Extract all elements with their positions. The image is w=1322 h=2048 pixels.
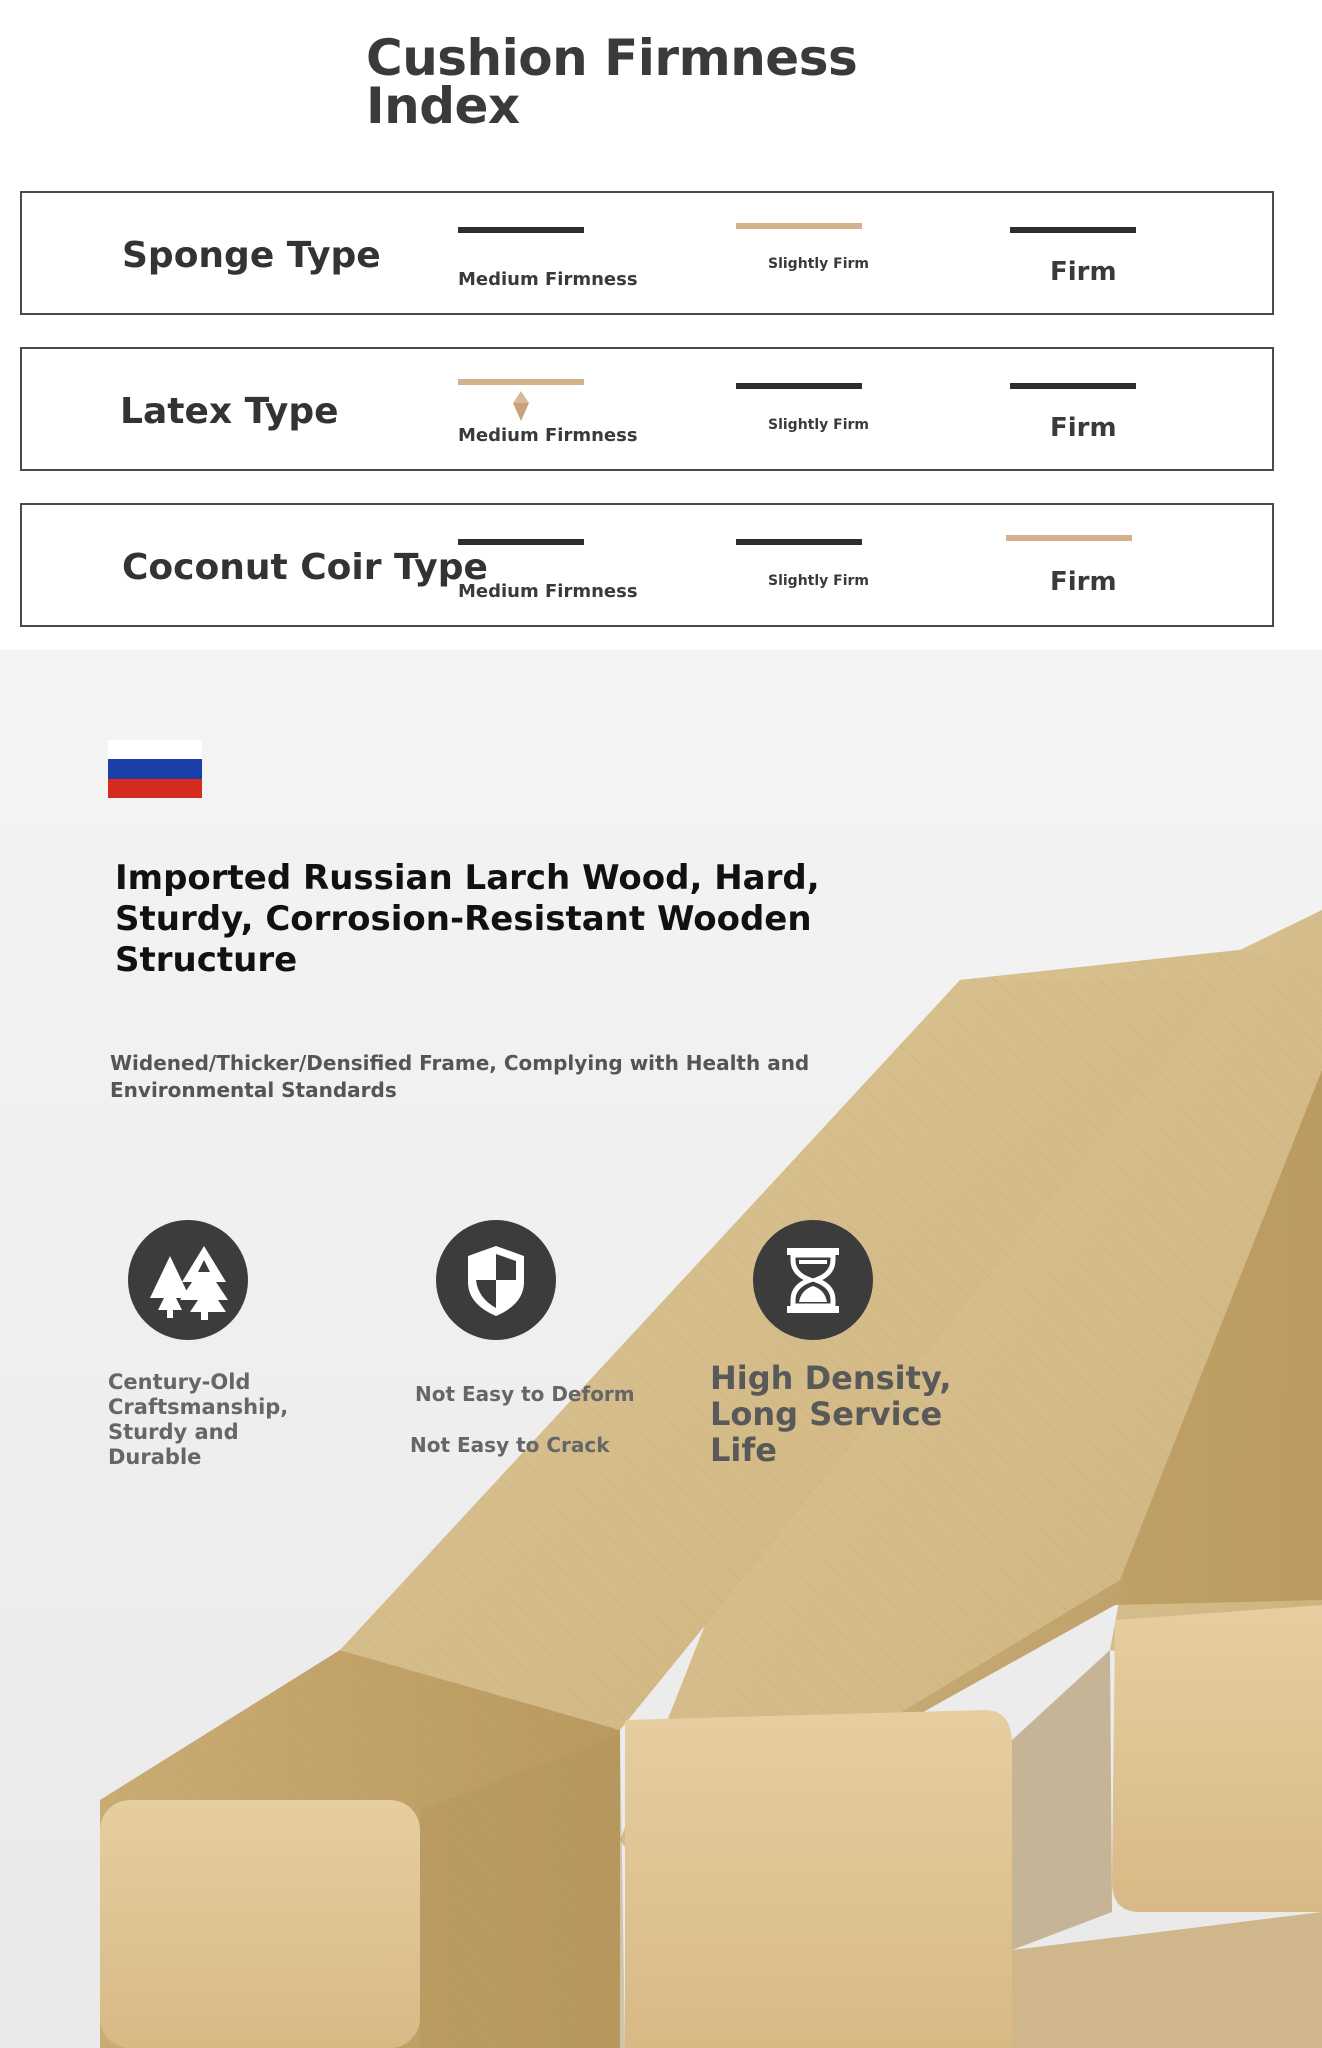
wood-section <box>0 650 1322 2048</box>
row-label: Coconut Coir Type <box>122 547 488 588</box>
level-label: Medium Firmness <box>458 269 638 290</box>
level-bar-selected <box>458 379 584 385</box>
pointer-icon-base <box>513 403 529 421</box>
firmness-section <box>0 0 1322 650</box>
level-bar-selected <box>1006 535 1132 541</box>
level-bar <box>736 383 862 389</box>
level-bar <box>1010 383 1136 389</box>
level-bar <box>736 539 862 545</box>
feature-crack: Not Easy to Crack <box>410 1433 610 1457</box>
level-label: Medium Firmness <box>458 581 638 602</box>
level-bar <box>1010 227 1136 233</box>
level-bar-selected <box>736 223 862 229</box>
level-label: Slightly Firm <box>768 417 870 433</box>
pointer-icon <box>513 391 529 403</box>
level-label: Firm <box>1050 567 1117 597</box>
row-label: Latex Type <box>120 391 339 432</box>
hourglass-icon <box>753 1220 873 1340</box>
level-label: Firm <box>1050 413 1117 443</box>
level-label: Slightly Firm <box>768 573 870 589</box>
trees-icon <box>128 1220 248 1340</box>
level-bar <box>458 227 584 233</box>
russia-flag-icon <box>108 740 202 798</box>
wood-subline: Widened/Thicker/Densified Frame, Complying with Health and Environmental Standards <box>110 1051 810 1102</box>
feature-deform: Not Easy to Deform <box>415 1382 635 1406</box>
level-label: Medium Firmness <box>458 425 638 446</box>
firmness-row-coconut <box>20 503 1274 627</box>
wood-headline: Imported Russian Larch Wood, Hard, Sturdy, Corrosion-Resistant Wooden Structure <box>115 858 820 980</box>
firmness-row-sponge <box>20 191 1274 315</box>
level-label: Firm <box>1050 257 1117 287</box>
firmness-row-latex <box>20 347 1274 471</box>
row-label: Sponge Type <box>122 235 381 276</box>
feature-craftsmanship: Century-Old Craftsmanship, Sturdy and Durable <box>108 1370 289 1469</box>
level-label: Slightly Firm <box>768 256 870 272</box>
page-title: Cushion Firmness Index <box>366 29 858 135</box>
shield-icon <box>436 1220 556 1340</box>
level-bar <box>458 539 584 545</box>
feature-density: High Density, Long Service Life <box>710 1359 952 1469</box>
